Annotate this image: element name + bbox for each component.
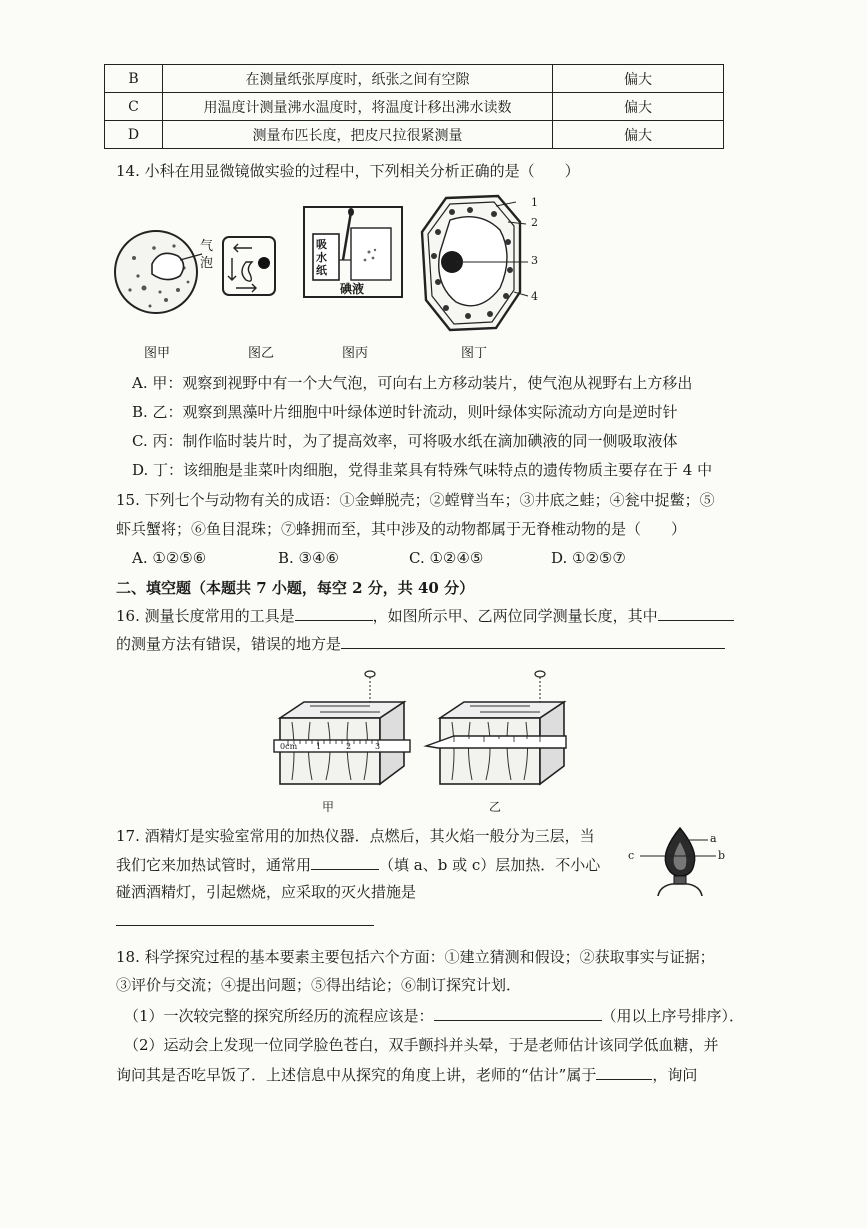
iodine-label: 碘液 [340,282,365,296]
table-cell-result: 偏大 [553,121,724,149]
table-cell-key: C [105,93,163,121]
q17-line3: 碰洒酒精灯，引起燃烧，应采取的灭火措施是 [116,883,417,901]
q18-sub2-line1: （2）运动会上发现一位同学脸色苍白，双手颤抖并头晕，于是老师估计该同学低血糖，并 [124,1036,719,1054]
answer-blank[interactable] [658,604,734,621]
q18-line2: ③评价与交流；④提出问题；⑤得出结论；⑥制订探究计划． [116,976,522,994]
answer-blank[interactable] [116,925,374,926]
q17-line1: 17. 酒精灯是实验室常用的加热仪器．点燃后，其火焰一般分为三层，当 [116,827,595,845]
flame-label-a: a [710,832,717,845]
q17-text-b: （填 a、b 或 c）层加热．不小心 [379,856,601,874]
q18-sub1-text-a: （1）一次较完整的探究所经历的流程应该是： [124,1007,434,1025]
q14-option-a: A. 甲：观察到视野中有一个大气泡，可向右上方移动装片，使气泡从视野右上方移出 [132,374,693,392]
answer-table [104,64,724,149]
q15-stem-line2: 虾兵蟹将；⑥鱼目混珠；⑦蜂拥而至，其中涉及的动物都属于无脊椎动物的是（ ） [116,520,687,538]
flame-label-b: b [718,849,726,862]
q18-sub1 [124,1004,744,1027]
flame-label-c: c [628,849,635,862]
q15-stem-line1: 15. 下列七个与动物有关的成语：①金蝉脱壳；②螳臂当车；③井底之蛙；④瓮中捉鳖；⑤ [116,491,715,509]
q17-text-a: 我们它来加热试管时，通常用 [116,856,312,874]
q18-line1: 18. 科学探究过程的基本要素主要包括六个方面：①建立猜测和假设；②获取事实与证据； [116,948,715,966]
table-row [105,93,724,121]
caption-ding: 图丁 [461,346,488,361]
answer-blank[interactable] [341,632,725,649]
q18-sub1-text-b: （用以上序号排序）． [601,1007,745,1025]
ruler-mark-0: 0cm [280,742,298,751]
table-row [105,121,724,149]
figure-ding-plant-cell [416,192,526,336]
table-cell-result: 偏大 [553,65,724,93]
figure-yi-cell-flow [222,236,278,298]
table-cell-desc: 在测量纸张厚度时，纸张之间有空隙 [163,65,553,93]
q15-option-a: A. ①②⑤⑥ [132,549,207,567]
answer-blank[interactable] [295,604,373,621]
table-cell-key: B [105,65,163,93]
q18-sub2-text-a: 询问其是否吃早饭了．上述信息中从探究的角度上讲，老师的“估计”属于 [116,1066,597,1084]
q18-sub2-line2 [116,1063,697,1086]
ruler-mark-2: 2 [346,742,352,751]
q14-stem: 14. 小科在用显微镜做实验的过程中，下列相关分析正确的是（ ） [116,162,580,180]
q18-sub2-text-b: ，询问 [652,1066,698,1084]
q14-option-c: C. 丙：制作临时装片时，为了提高效率，可将吸水纸在滴加碘液的同一侧吸取液体 [132,432,678,450]
cell-label-1: 1 [531,196,538,209]
figure-jia-microscope-view [114,228,204,318]
figure-ruler-jia [270,666,420,796]
q14-option-b: B. 乙：观察到黑藻叶片细胞中叶绿体逆时针流动，则叶绿体实际流动方向是逆时针 [132,403,678,421]
caption-bing: 图丙 [342,346,369,361]
q16-line1 [116,604,734,627]
table-cell-desc: 用温度计测量沸水温度时，将温度计移出沸水读数 [163,93,553,121]
q16-text-a: 16. 测量长度常用的工具是 [116,607,295,625]
q17-line2 [116,853,600,876]
table-cell-key: D [105,121,163,149]
q15-option-b: B. ③④⑥ [278,549,339,567]
q16-line2 [116,632,725,655]
ruler-mark-1: 1 [316,742,322,751]
caption-yi: 图乙 [248,346,275,361]
q14-option-d: D. 丁：该细胞是韭菜叶肉细胞，党得韭菜具有特殊气味特点的遗传物质主要存在于 4 中 [132,461,713,479]
figure-ruler-yi [424,666,574,796]
section-title: 二、填空题（本题共 7 小题，每空 2 分，共 40 分） [116,579,475,597]
answer-blank[interactable] [311,853,379,870]
table-cell-desc: 测量布匹长度，把皮尺拉很紧测量 [163,121,553,149]
q15-option-c: C. ①②④⑤ [409,549,484,567]
q15-option-d: D. ①②⑤⑦ [551,549,626,567]
bubble-label: 气泡 [200,239,214,271]
cell-label-2: 2 [531,216,538,229]
cell-label-4: 4 [531,290,538,303]
caption-ruler-yi: 乙 [489,800,502,814]
ruler-mark-3: 3 [375,742,381,751]
table-cell-result: 偏大 [553,93,724,121]
q16-text-b: ，如图所示甲、乙两位同学测量长度，其中 [372,607,658,625]
table-row [105,65,724,93]
paper-label: 吸水纸 [316,238,327,277]
answer-blank[interactable] [596,1063,652,1080]
caption-jia: 图甲 [144,346,171,361]
cell-label-3: 3 [531,254,538,267]
answer-blank[interactable] [434,1004,602,1021]
q16-text-c: 的测量方法有错误，错误的地方是 [116,635,342,653]
caption-ruler-jia: 甲 [322,800,335,814]
